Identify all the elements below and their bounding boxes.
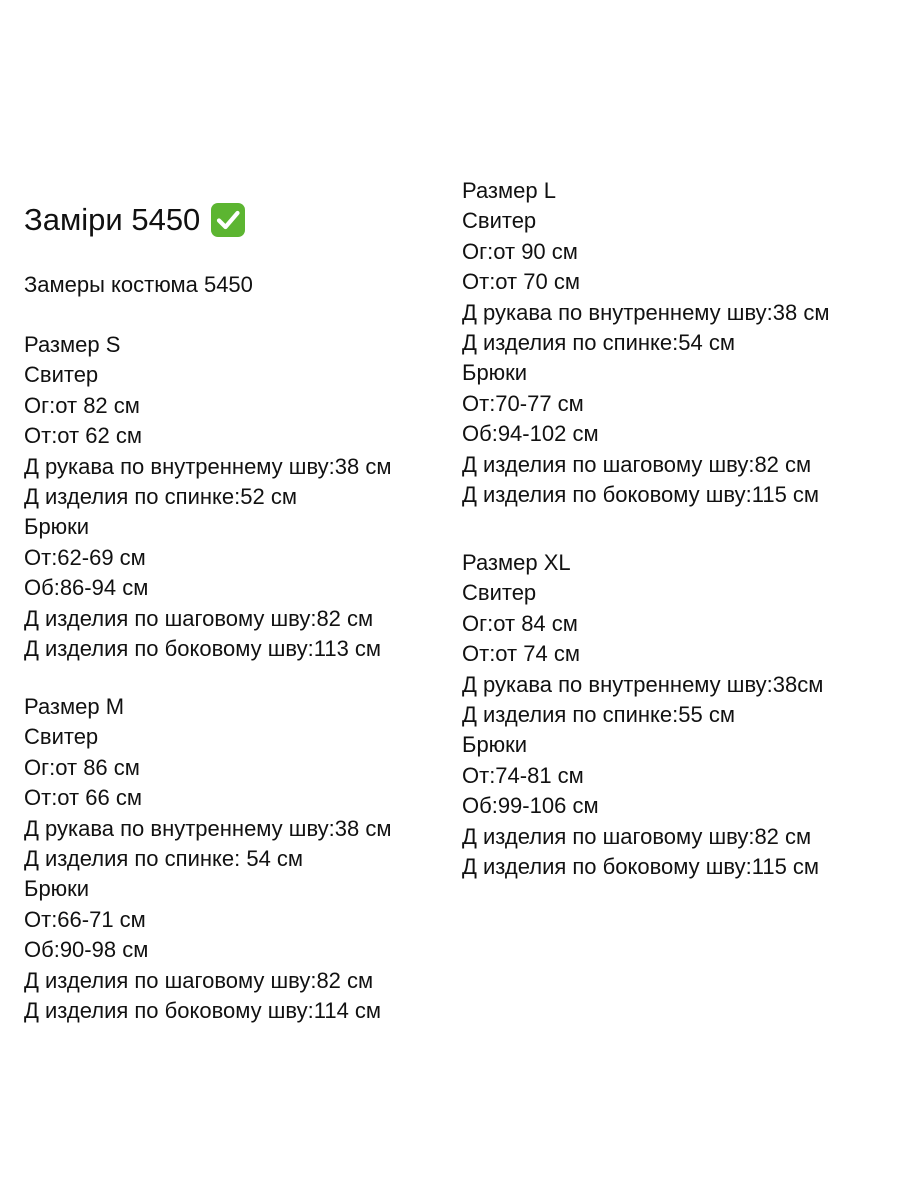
size-s-block: [24, 330, 391, 664]
measurement-line: Д изделия по шаговому шву:82 см: [462, 451, 812, 477]
measurement-line: От:66-71 см: [24, 906, 146, 932]
size-heading: Размер L: [462, 178, 556, 203]
measurement-line: От:от 70 см: [462, 269, 580, 295]
measurement-line: Д изделия по спинке:52 см: [24, 483, 297, 509]
measurement-line: Д изделия по боковому шву:115 см: [462, 853, 820, 879]
measurement-line: Ог:от 84 см: [462, 610, 578, 636]
measurement-line: Д рукава по внутреннему шву:38см: [462, 671, 824, 697]
page-subtitle: Замеры костюма 5450: [24, 272, 253, 297]
measurement-line: Д изделия по шаговому шву:82 см: [24, 605, 374, 631]
measurement-line: Д изделия по боковому шву:114 см: [24, 997, 382, 1023]
measurement-line: От:от 62 см: [24, 423, 142, 449]
measurement-line: От:от 74 см: [462, 641, 580, 667]
size-l-block: [462, 176, 829, 510]
measurement-line: Д изделия по спинке: 54 см: [24, 845, 304, 871]
section-heading-trousers: Брюки: [24, 514, 90, 540]
section-heading-sweater: Свитер: [24, 362, 99, 388]
section-heading-trousers: Брюки: [462, 360, 528, 386]
measurement-line: От:74-81 см: [462, 762, 584, 788]
measurement-line: Д рукава по внутреннему шву:38 см: [24, 815, 392, 841]
size-m-block: [24, 692, 391, 1026]
section-heading-sweater: Свитер: [462, 208, 537, 234]
size-heading: Размер M: [24, 694, 125, 719]
size-xl-block: [462, 548, 823, 882]
measurement-line: Об:86-94 см: [24, 575, 149, 601]
size-heading: Размер XL: [462, 550, 571, 575]
measurement-line: Д рукава по внутреннему шву:38 см: [462, 299, 830, 325]
measurement-line: Ог:от 90 см: [462, 238, 578, 264]
measurement-line: Д рукава по внутреннему шву:38 см: [24, 453, 392, 479]
measurement-line: Д изделия по боковому шву:113 см: [24, 635, 382, 661]
measurement-line: Ог:от 86 см: [24, 754, 140, 780]
check-mark-button-icon: [210, 202, 246, 238]
measurement-line: Об:90-98 см: [24, 937, 149, 963]
section-heading-trousers: Брюки: [24, 876, 90, 902]
measurement-line: Д изделия по шаговому шву:82 см: [462, 823, 812, 849]
size-heading: Размер S: [24, 332, 121, 357]
measurement-line: Об:94-102 см: [462, 421, 599, 447]
measurement-line: От:70-77 см: [462, 390, 584, 416]
section-heading-sweater: Свитер: [462, 580, 537, 606]
measurement-line: Д изделия по боковому шву:115 см: [462, 481, 820, 507]
measurement-line: Об:99-106 см: [462, 793, 599, 819]
measurement-line: Д изделия по спинке:54 см: [462, 329, 735, 355]
section-heading-sweater: Свитер: [24, 724, 99, 750]
measurement-line: Ог:от 82 см: [24, 392, 140, 418]
section-heading-trousers: Брюки: [462, 732, 528, 758]
measurement-line: От:от 66 см: [24, 785, 142, 811]
page-title-line: [24, 198, 246, 242]
measurement-line: Д изделия по шаговому шву:82 см: [24, 967, 374, 993]
page-title: Заміри 5450: [24, 202, 201, 237]
measurement-line: От:62-69 см: [24, 544, 146, 570]
measurement-line: Д изделия по спинке:55 см: [462, 701, 735, 727]
